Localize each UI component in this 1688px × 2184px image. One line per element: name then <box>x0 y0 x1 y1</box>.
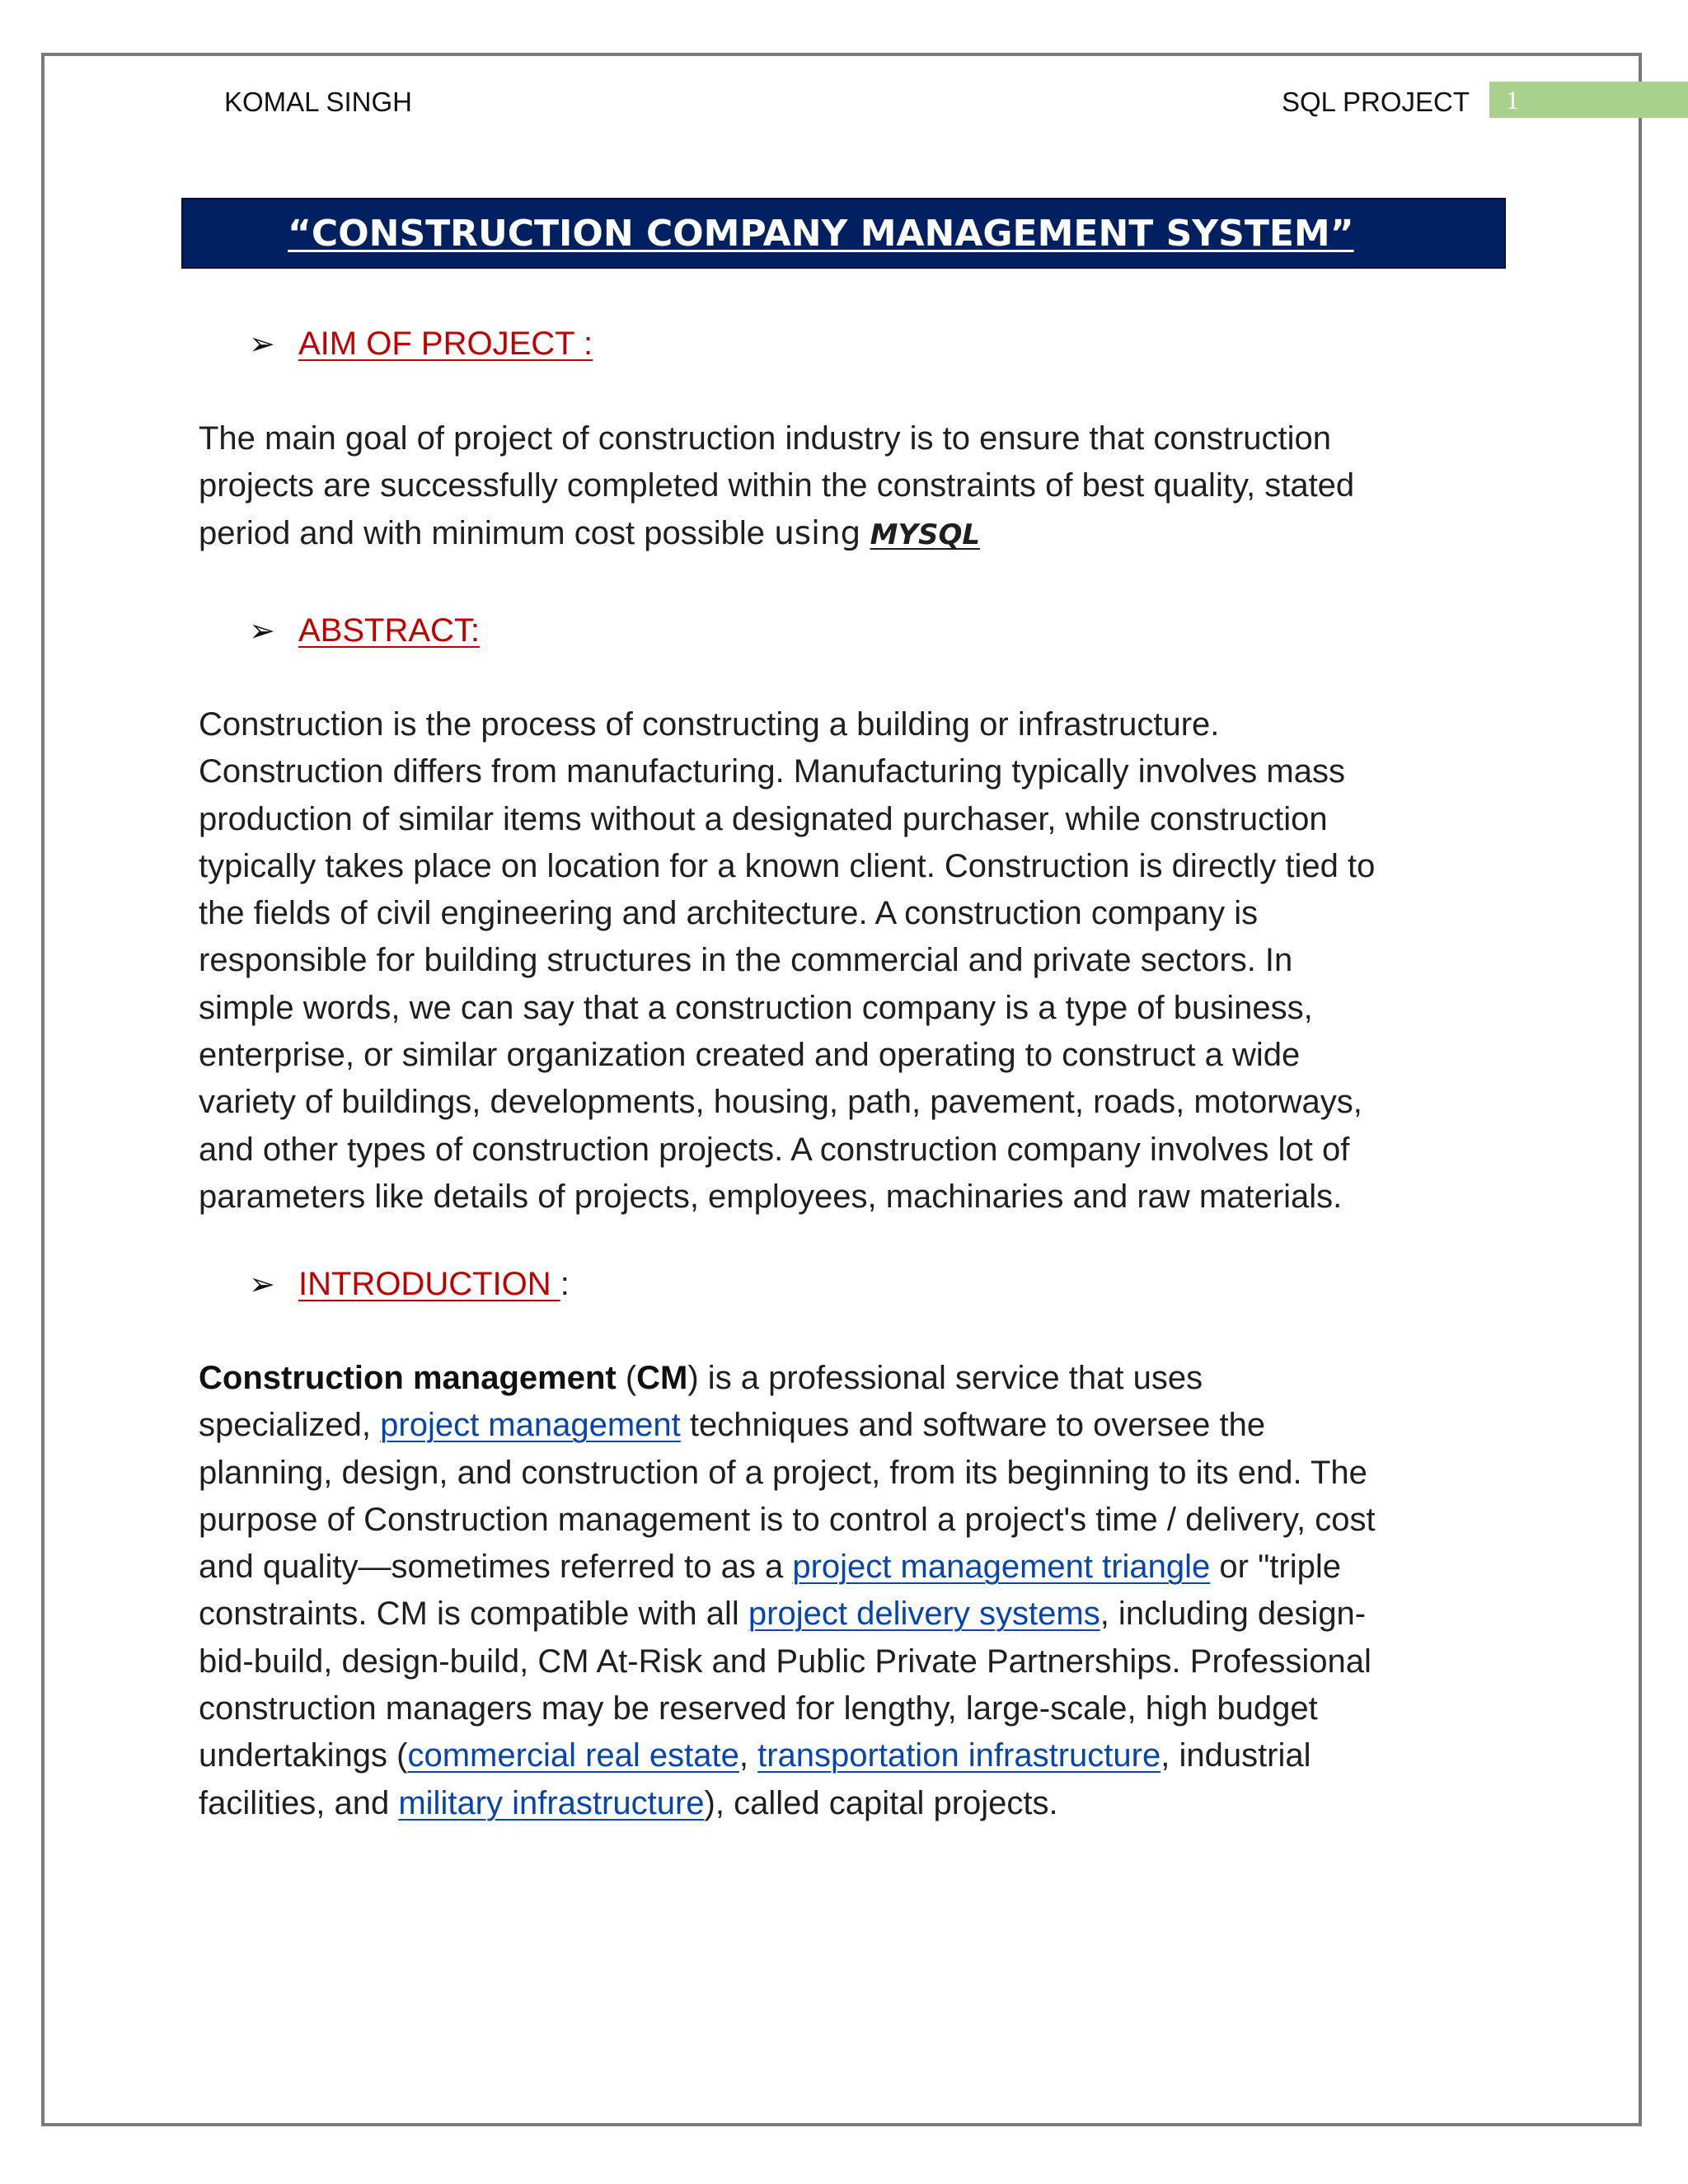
text-line: enterprise, or similar organization created and operating to construct a wide <box>199 1037 1301 1074</box>
link-project-management[interactable]: project management <box>380 1407 681 1444</box>
introduction-paragraph <box>199 1355 1517 1827</box>
text-line: projects are successfully completed within the constraints of best quality, stated <box>199 467 1355 504</box>
abstract-paragraph <box>199 701 1517 1221</box>
mysql-tag: MYSQL <box>870 518 981 551</box>
text-run: and quality—sometimes referred to as a <box>199 1549 793 1586</box>
section-heading-introduction <box>249 1263 570 1305</box>
text-line <box>199 1732 1517 1779</box>
link-project-management-triangle[interactable]: project management triangle <box>792 1549 1211 1586</box>
text-line: planning, design, and construction of a project, from its beginning to its end. The <box>199 1454 1367 1491</box>
bold-abbrev: CM <box>636 1360 688 1396</box>
heading-colon: : <box>560 1266 570 1302</box>
heading-label: AIM OF PROJECT : <box>298 326 593 362</box>
text-run: undertakings ( <box>199 1737 408 1774</box>
text-line <box>199 1402 1517 1449</box>
text-line: The main goal of project of construction industry is to ensure that construction <box>199 420 1332 457</box>
text-line: the fields of civil engineering and architecture. A construction company is <box>199 895 1259 932</box>
link-commercial-real-estate[interactable]: commercial real estate <box>407 1737 739 1774</box>
section-heading-abstract <box>249 610 480 652</box>
text-line: simple words, we can say that a construction company is a type of business, <box>199 989 1313 1026</box>
text-line: bid-build, design-build, CM At-Risk and Public Private Partnerships. Professional <box>199 1643 1372 1680</box>
text-run: , <box>738 1737 758 1774</box>
title-banner <box>181 198 1506 269</box>
text-run: , industrial <box>1160 1737 1311 1774</box>
arrow-bullet-icon: ➢ <box>249 1268 275 1302</box>
heading-label: ABSTRACT: <box>298 612 481 649</box>
arrow-bullet-icon: ➢ <box>249 327 275 362</box>
page-number-tab <box>1489 82 1688 118</box>
document-title: “CONSTRUCTION COMPANY MANAGEMENT SYSTEM” <box>288 213 1354 255</box>
text-line: and other types of construction projects. A construction company involves lot of <box>199 1131 1350 1168</box>
text-line: purpose of Construction management is to control a project's time / delivery, cost <box>199 1501 1376 1538</box>
link-military-infrastructure[interactable]: military infrastructure <box>398 1784 705 1821</box>
heading-label: INTRODUCTION <box>298 1266 560 1302</box>
text-run: specialized, <box>199 1407 381 1444</box>
text-line: variety of buildings, developments, housing, path, pavement, roads, motorways, <box>199 1084 1362 1121</box>
arrow-bullet-icon: ➢ <box>249 614 275 649</box>
link-project-delivery-systems[interactable]: project delivery systems <box>748 1596 1100 1633</box>
bold-term: Construction management <box>199 1360 617 1396</box>
text-line <box>199 510 1517 559</box>
text-run: ), called capital projects. <box>704 1784 1058 1821</box>
text-line: responsible for building structures in the commercial and private sectors. In <box>199 942 1293 979</box>
text-run: ( <box>616 1360 637 1396</box>
text-line: parameters like details of projects, employees, machinaries and raw materials. <box>199 1178 1343 1215</box>
text-run: period and with minimum cost possible <box>199 514 775 551</box>
text-line <box>199 1355 1517 1402</box>
aim-paragraph <box>199 415 1517 559</box>
header-project-title: SQL PROJECT <box>1282 87 1470 117</box>
text-run: constraints. CM is compatible with all <box>199 1596 748 1633</box>
text-line: Construction is the process of constructing a building or infrastructure. <box>199 706 1220 743</box>
text-line: typically takes place on location for a known client. Construction is directly tied to <box>199 847 1376 884</box>
text-line <box>199 1544 1517 1591</box>
link-transportation-infrastructure[interactable]: transportation infrastructure <box>757 1737 1161 1774</box>
text-line: construction managers may be reserved for lengthy, large-scale, high budget <box>199 1690 1318 1727</box>
header-author: KOMAL SINGH <box>224 87 412 117</box>
text-line: Construction differs from manufacturing. Manufacturing typically involves mass <box>199 753 1345 790</box>
page-number: 1 <box>1506 85 1519 115</box>
text-run: , including design- <box>1100 1596 1367 1633</box>
text-run: ) is a professional service that uses <box>687 1360 1203 1396</box>
text-run: or "triple <box>1210 1549 1341 1586</box>
text-line: production of similar items without a designated purchaser, while construction <box>199 800 1328 837</box>
text-run: techniques and software to oversee the <box>680 1407 1266 1444</box>
text-line <box>199 1591 1517 1638</box>
text-line <box>199 1780 1517 1827</box>
section-heading-aim <box>249 323 593 365</box>
using-word: using <box>774 514 861 552</box>
text-run: facilities, and <box>199 1784 399 1821</box>
